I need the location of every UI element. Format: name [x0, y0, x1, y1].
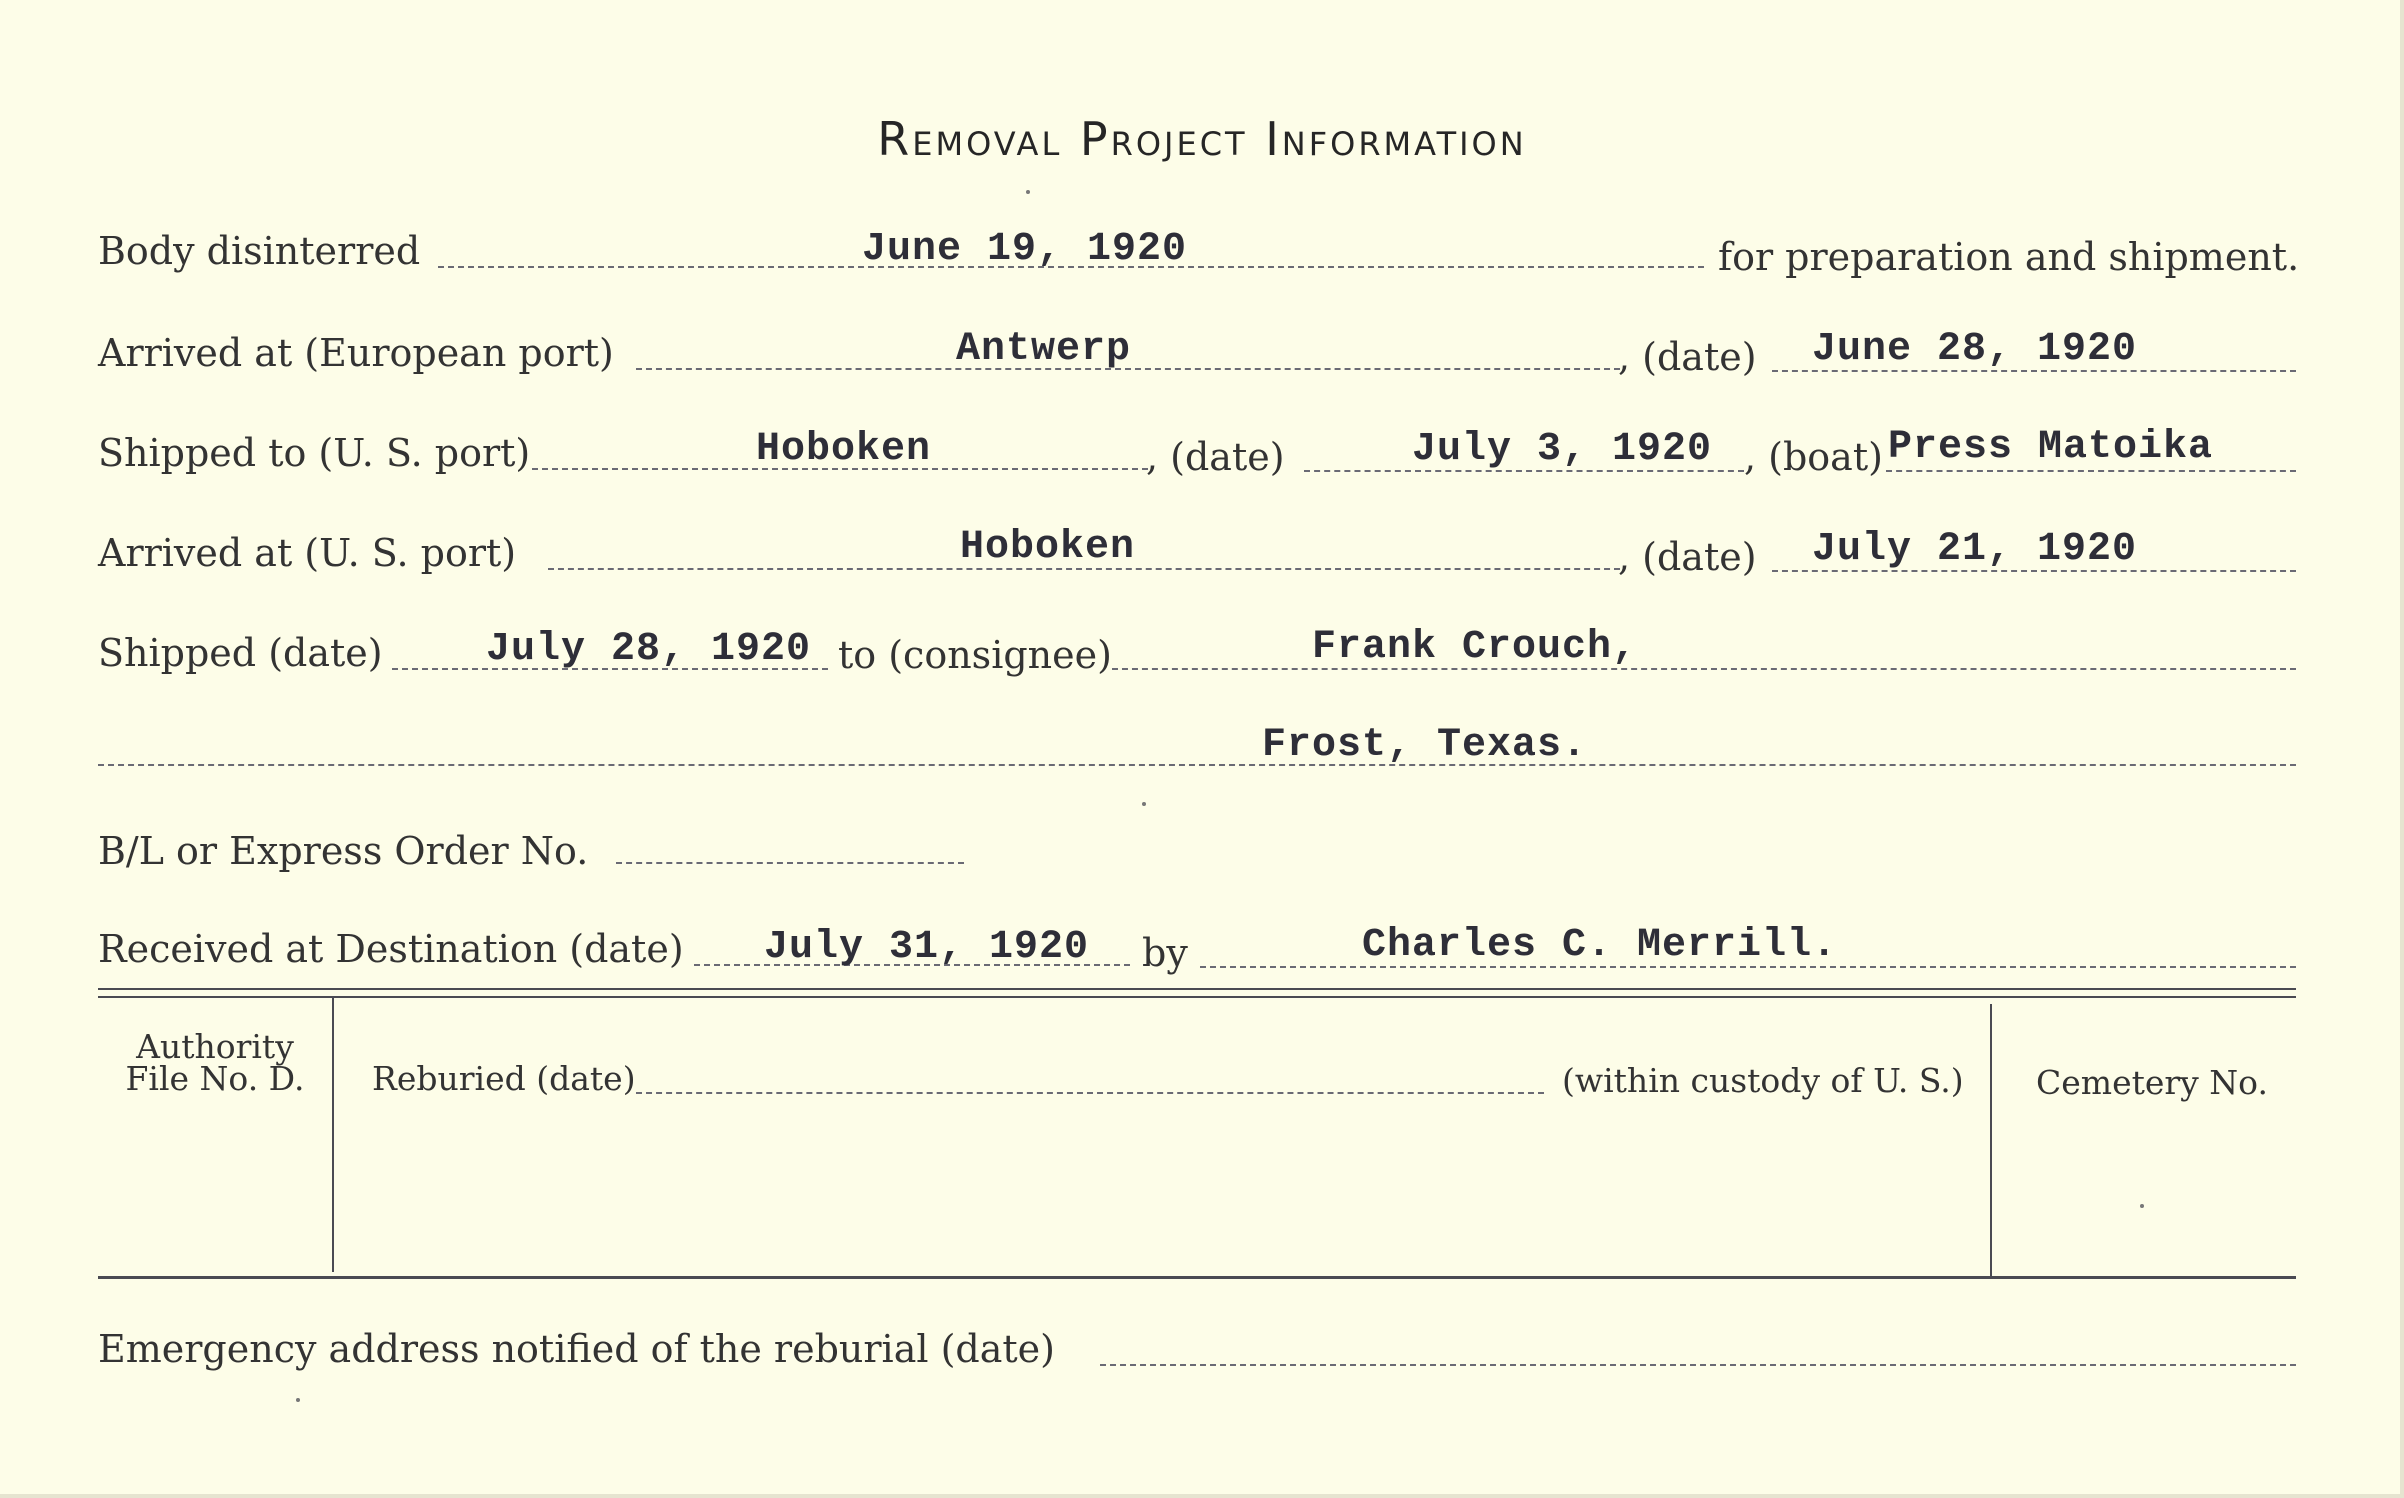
received-date[interactable]: July 31, 1920 — [764, 925, 1090, 970]
received-label: Received at Destination (date) — [98, 927, 684, 971]
shipped-date-label: Shipped (date) — [98, 631, 383, 675]
received-by-label: by — [1142, 931, 1188, 975]
consignee-address[interactable]: Frost, Texas. — [1262, 723, 1588, 768]
table-divider-right — [1990, 1004, 1992, 1278]
shipped-us-boat-label: , (boat) — [1744, 435, 1883, 479]
arrived-european-date[interactable]: June 28, 1920 — [1812, 327, 2138, 372]
address-line — [98, 764, 2296, 766]
bl-line — [616, 862, 964, 864]
shipped-us-date[interactable]: July 3, 1920 — [1412, 427, 1713, 472]
table-top-rule-2 — [98, 996, 2296, 998]
emergency-label: Emergency address notified of the reburial (date) — [98, 1327, 1055, 1371]
shipped-us-boat[interactable]: Press Matoika — [1888, 425, 2214, 470]
shipped-us-boat-line — [1886, 470, 2296, 472]
paper-speck — [296, 1398, 300, 1402]
reburied-line — [636, 1092, 1544, 1094]
authority-label-2: File No. D. — [125, 1059, 305, 1098]
arrived-us-label: Arrived at (U. S. port) — [98, 531, 517, 575]
arrived-us-date-label: , (date) — [1618, 535, 1757, 579]
arrived-european-label: Arrived at (European port) — [98, 331, 614, 375]
shipped-us-port[interactable]: Hoboken — [756, 427, 932, 472]
body-disinterred-value[interactable]: June 19, 1920 — [862, 227, 1188, 272]
arrived-us-date[interactable]: July 21, 1920 — [1812, 527, 2138, 572]
cemetery-label: Cemetery No. — [2036, 1063, 2268, 1102]
table-bottom-rule — [98, 1276, 2296, 1279]
consignee-line — [1112, 668, 2296, 670]
table-top-rule — [98, 988, 2296, 990]
arrived-european-port[interactable]: Antwerp — [956, 327, 1132, 372]
consignee-label: to (consignee) — [838, 633, 1112, 677]
form-title: Removal Project Information — [877, 112, 1527, 166]
shipped-us-date-label: , (date) — [1146, 435, 1285, 479]
arrived-us-port[interactable]: Hoboken — [960, 525, 1136, 570]
arrived-european-date-label: , (date) — [1618, 335, 1757, 379]
custody-label: (within custody of U. S.) — [1562, 1061, 1964, 1100]
paper-speck — [1026, 190, 1030, 194]
shipped-date-value[interactable]: July 28, 1920 — [486, 627, 812, 672]
body-disinterred-label: Body disinterred — [98, 229, 421, 273]
table-divider-left — [332, 998, 334, 1272]
reburied-label: Reburied (date) — [372, 1059, 636, 1098]
consignee-value[interactable]: Frank Crouch, — [1312, 625, 1638, 670]
paper-speck — [2140, 1204, 2144, 1208]
emergency-line — [1100, 1364, 2296, 1366]
received-by[interactable]: Charles C. Merrill. — [1362, 923, 1838, 968]
authority-label-1: Authority — [136, 1027, 294, 1066]
shipped-us-label: Shipped to (U. S. port) — [98, 431, 531, 475]
bl-label: B/L or Express Order No. — [98, 829, 589, 873]
paper-speck — [1142, 802, 1146, 806]
body-disinterred-suffix: for preparation and shipment. — [1718, 235, 2300, 279]
